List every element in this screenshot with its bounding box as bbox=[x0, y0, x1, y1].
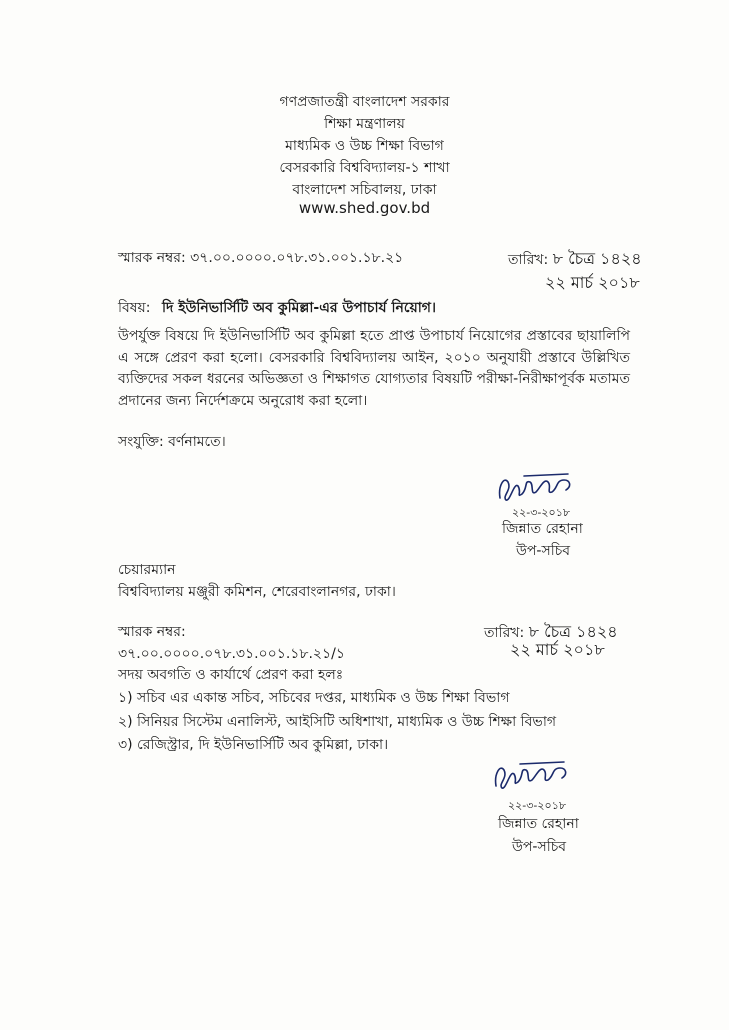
recipient-title: চেয়ারম্যান bbox=[118, 562, 176, 578]
body-paragraph: উপর্যুক্ত বিষয়ে দি ইউনিভার্সিটি অব কুমিল্লা হতে প্রাপ্ত উপাচার্য নিয়োগের প্রস্তাবের ছায়ালিপি এ সঙ্গে প্রেরণ করা হলো। বেসরকারি বিশ্ববিদ্যালয় আইন, ২০১০ অনুযায়ী প্রস্তাবে উল্লিখিত ব্যক্তিদের সকল ধরনের অভিজ্ঞতা ও শিক্ষাগত যোগ্যতার বিষয়টি পরীক্ষা-নিরীক্ষাপূর্বক মতামত প্রদানের জন্য নির্দেশক্রমে অনুরোধ করা হলো। bbox=[118, 328, 630, 409]
memo2-ref-label: স্মারক নম্বর: bbox=[118, 624, 186, 640]
memo1-date-gregorian: ২২ মার্চ ২০১৮ bbox=[545, 273, 640, 292]
signature-1-name: জিন্নাত রেহানা bbox=[502, 521, 583, 537]
header-address: বাংলাদেশ সচিবালয়, ঢাকা bbox=[292, 182, 437, 198]
header-website: www.shed.gov.bd bbox=[298, 199, 431, 217]
signature-2-image bbox=[490, 756, 580, 794]
signature-2-date: ২২-৩-২০১৮ bbox=[508, 799, 566, 812]
memo1-date-bangla: ৮ চৈত্র ১৪২৪ bbox=[552, 249, 642, 268]
distribution-item: ১) সচিব এর একান্ত সচিব, সচিবের দপ্তর, মাধ্যমিক ও উচ্চ শিক্ষা বিভাগ bbox=[118, 690, 510, 706]
memo2-ref-number: ৩৭.০০.০০০০.০৭৮.৩১.০০১.১৮.২১/১ bbox=[118, 646, 345, 662]
distribution-item: ২) সিনিয়র সিস্টেম এনালিস্ট, আইসিটি অধিশাখা, মাধ্যমিক ও উচ্চ শিক্ষা বিভাগ bbox=[118, 714, 557, 730]
memo1-ref bbox=[118, 246, 403, 270]
memo2-date-bangla: ৮ চৈত্র ১৪২৪ bbox=[528, 622, 618, 641]
signature-2-designation: উপ-সচিব bbox=[512, 839, 567, 855]
attachment-note: সংযুক্তি: বর্ণনামতে। bbox=[118, 434, 226, 450]
memo2-date-label: তারিখ: bbox=[484, 625, 525, 641]
distribution-item: ৩) রেজিস্ট্রার, দি ইউনিভার্সিটি অব কুমিল্লা, ঢাকা। bbox=[118, 737, 389, 753]
memo1-ref-number: ৩৭.০০.০০০০.০৭৮.৩১.০০১.১৮.২১ bbox=[190, 250, 404, 266]
signature-1-designation: উপ-সচিব bbox=[516, 543, 571, 559]
signature-1-date: ২২-৩-২০১৮ bbox=[512, 506, 570, 519]
subject-label: বিষয়: bbox=[118, 300, 151, 316]
recipient-address: বিশ্ববিদ্যালয় মঞ্জুরী কমিশন, শেরেবাংলানগর, ঢাকা। bbox=[118, 584, 396, 600]
memo1-date-label: তারিখ: bbox=[508, 252, 549, 268]
header-ministry: শিক্ষা মন্ত্রণালয় bbox=[324, 116, 405, 132]
header-government: গণপ্রজাতন্ত্রী বাংলাদেশ সরকার bbox=[279, 94, 450, 110]
signature-2-name: জিন্নাত রেহানা bbox=[498, 816, 579, 832]
memo1-ref-label: স্মারক নম্বর: bbox=[118, 250, 186, 266]
subject-text: দি ইউনিভার্সিটি অব কুমিল্লা-এর উপাচার্য নিয়োগ। bbox=[162, 300, 436, 316]
memo2-date-gregorian: ২২ মার্চ ২০১৮ bbox=[510, 640, 605, 659]
header-division: মাধ্যমিক ও উচ্চ শিক্ষা বিভাগ bbox=[285, 138, 444, 154]
distribution-intro: সদয় অবগতি ও কার্যার্থে প্রেরণ করা হলঃ bbox=[118, 667, 344, 683]
header-branch: বেসরকারি বিশ্ববিদ্যালয়-১ শাখা bbox=[279, 160, 450, 176]
memo1-date bbox=[508, 246, 642, 273]
signature-1-image bbox=[494, 468, 584, 506]
